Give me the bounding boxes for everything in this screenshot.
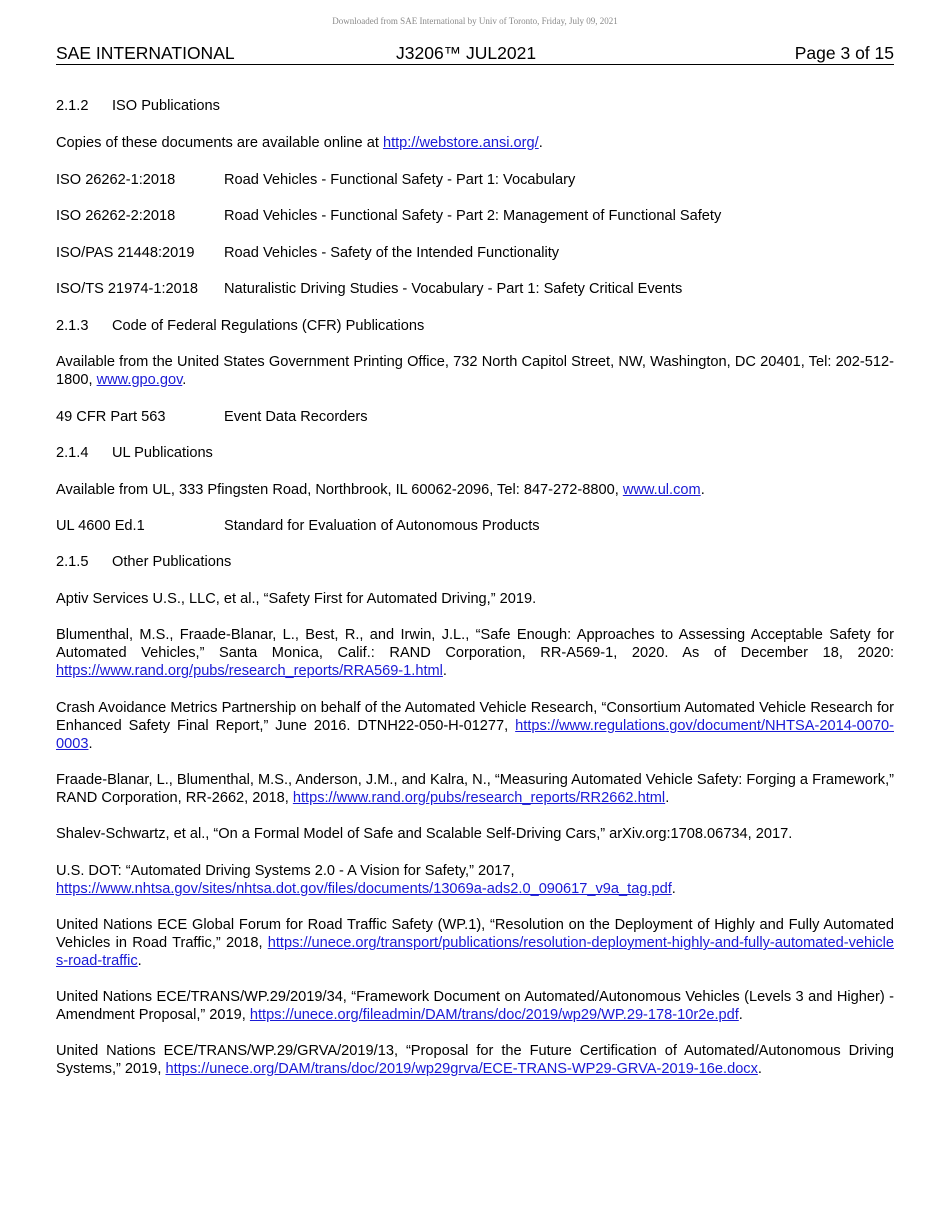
reference-title: Road Vehicles - Safety of the Intended Functionality	[224, 245, 560, 261]
entry-tail: .	[671, 881, 676, 897]
page-header	[56, 43, 894, 65]
link-ul[interactable]: www.ul.com	[622, 482, 701, 498]
section-title: Code of Federal Regulations (CFR) Publications	[112, 318, 425, 334]
section-title: UL Publications	[112, 445, 213, 461]
reference-id: ISO 26262-1:2018	[56, 172, 176, 188]
entry-link[interactable]: https://unece.org/DAM/trans/doc/2019/wp29grva/ECE-TRANS-WP29-GRVA-2019-16e.docx	[165, 1061, 758, 1077]
header-doc-number: J3206™ JUL2021	[396, 43, 537, 63]
bibliography-entry	[56, 825, 894, 843]
reference-row	[56, 207, 894, 225]
section-heading-2-1-5	[56, 553, 894, 571]
entry-tail: .	[88, 736, 93, 752]
section-title: ISO Publications	[112, 98, 220, 114]
bibliography-entry	[56, 988, 894, 1024]
reference-title: Event Data Recorders	[224, 409, 368, 425]
entry-link[interactable]: https://unece.org/transport/publications/resolution-deployment-highly-and-fully-automated-vehicles-road-traffic	[56, 935, 894, 969]
link-gpo[interactable]: www.gpo.gov	[96, 372, 183, 388]
paragraph-tail: .	[538, 135, 543, 151]
paragraph-ul-availability	[56, 481, 894, 499]
reference-title: Road Vehicles - Functional Safety - Part 1: Vocabulary	[224, 172, 576, 188]
bibliography-entry	[56, 626, 894, 680]
entry-text: Fraade-Blanar, L., Blumenthal, M.S., Anderson, J.M., and Kalra, N., “Measuring Automated Vehicle Safety: Forging a Framework,” RAND Corporation, RR-2662, 2018,	[56, 772, 894, 806]
paragraph-gpo-availability	[56, 353, 894, 389]
section-number: 2.1.4	[56, 445, 89, 461]
reference-row	[56, 171, 894, 189]
reference-id: UL 4600 Ed.1	[56, 518, 145, 534]
section-heading-2-1-3	[56, 317, 894, 335]
paragraph-iso-availability	[56, 134, 894, 152]
entry-text: U.S. DOT: “Automated Driving Systems 2.0 - A Vision for Safety,” 2017,	[56, 863, 515, 879]
reference-title: Standard for Evaluation of Autonomous Products	[224, 518, 540, 534]
entry-tail: .	[137, 953, 142, 969]
entry-text: Crash Avoidance Metrics Partnership on behalf of the Automated Vehicle Research, “Consortium Automated Vehicle Research for Enhanced Safety Final Report,” June 2016. DTNH22-050-H-01277,	[56, 700, 894, 734]
paragraph-tail: .	[182, 372, 187, 388]
entry-link[interactable]: https://www.regulations.gov/document/NHTSA-2014-0070-0003	[56, 718, 894, 752]
bibliography-entry	[56, 862, 894, 898]
reference-row	[56, 244, 894, 262]
entry-text: Shalev-Schwartz, et al., “On a Formal Model of Safe and Scalable Self-Driving Cars,” arXiv.org:1708.06734, 2017.	[56, 826, 793, 842]
bibliography-entry	[56, 916, 894, 970]
entry-text: Aptiv Services U.S., LLC, et al., “Safety First for Automated Driving,” 2019.	[56, 591, 537, 607]
entry-text: United Nations ECE/TRANS/WP.29/2019/34, “Framework Document on Automated/Autonomous Vehicles (Levels 3 and Higher) - Amendment Proposal,” 2019,	[56, 989, 894, 1023]
reference-id: 49 CFR Part 563	[56, 409, 166, 425]
bibliography-entry	[56, 771, 894, 807]
entry-link[interactable]: https://www.rand.org/pubs/research_reports/RRA569-1.html	[56, 663, 443, 679]
reference-title: Naturalistic Driving Studies - Vocabulary - Part 1: Safety Critical Events	[224, 281, 683, 297]
bibliography-entry	[56, 699, 894, 753]
entry-text: Blumenthal, M.S., Fraade-Blanar, L., Best, R., and Irwin, J.L., “Safe Enough: Approaches to Assessing Acceptable Safety for Automated Vehicles,” Santa Monica, Calif.: RAND Corporation, RR-A569-1, 2020. As of December 18, 2020:	[56, 627, 894, 661]
section-number: 2.1.2	[56, 98, 89, 114]
header-page-number: Page 3 of 15	[794, 43, 894, 63]
section-title: Other Publications	[112, 554, 232, 570]
entry-tail: .	[442, 663, 447, 679]
paragraph-text: Available from the United States Government Printing Office, 732 North Capitol Street, NW, Washington, DC 20401, Tel: 202-512-1800,	[56, 354, 894, 388]
bibliography-entry	[56, 590, 894, 608]
entry-tail: .	[757, 1061, 762, 1077]
paragraph-text: Copies of these documents are available online at	[56, 135, 383, 151]
bibliography-entry	[56, 1042, 894, 1078]
entry-link[interactable]: https://www.nhtsa.gov/sites/nhtsa.dot.gov/files/documents/13069a-ads2.0_090617_v9a_tag.pdf	[56, 881, 672, 897]
reference-title: Road Vehicles - Functional Safety - Part 2: Management of Functional Safety	[224, 208, 722, 224]
entry-text: United Nations ECE/TRANS/WP.29/GRVA/2019/13, “Proposal for the Future Certification of Automated/Autonomous Driving Systems,” 2019,	[56, 1043, 894, 1077]
reference-id: ISO 26262-2:2018	[56, 208, 176, 224]
header-org: SAE INTERNATIONAL	[56, 43, 235, 63]
entry-text: United Nations ECE Global Forum for Road Traffic Safety (WP.1), “Resolution on the Deployment of Highly and Fully Automated Vehicles in Road Traffic,” 2018,	[56, 917, 894, 951]
reference-row	[56, 280, 894, 298]
entry-tail: .	[738, 1007, 743, 1023]
entry-link[interactable]: https://www.rand.org/pubs/research_reports/RR2662.html	[292, 790, 666, 806]
reference-id: ISO/PAS 21448:2019	[56, 245, 195, 261]
paragraph-text: Available from UL, 333 Pfingsten Road, Northbrook, IL 60062-2096, Tel: 847-272-8800,	[56, 482, 623, 498]
link-webstore-ansi[interactable]: http://webstore.ansi.org/	[382, 135, 539, 151]
section-number: 2.1.5	[56, 554, 89, 570]
reference-row	[56, 517, 894, 535]
download-watermark: Downloaded from SAE International by Univ of Toronto, Friday, July 09, 2021	[332, 16, 618, 26]
reference-row	[56, 408, 894, 426]
section-heading-2-1-4	[56, 444, 894, 462]
section-heading-2-1-2	[56, 97, 894, 115]
entry-link[interactable]: https://unece.org/fileadmin/DAM/trans/doc/2019/wp29/WP.29-178-10r2e.pdf	[249, 1007, 739, 1023]
entry-tail: .	[665, 790, 670, 806]
section-number: 2.1.3	[56, 318, 89, 334]
reference-id: ISO/TS 21974-1:2018	[56, 281, 198, 297]
paragraph-tail: .	[700, 482, 705, 498]
